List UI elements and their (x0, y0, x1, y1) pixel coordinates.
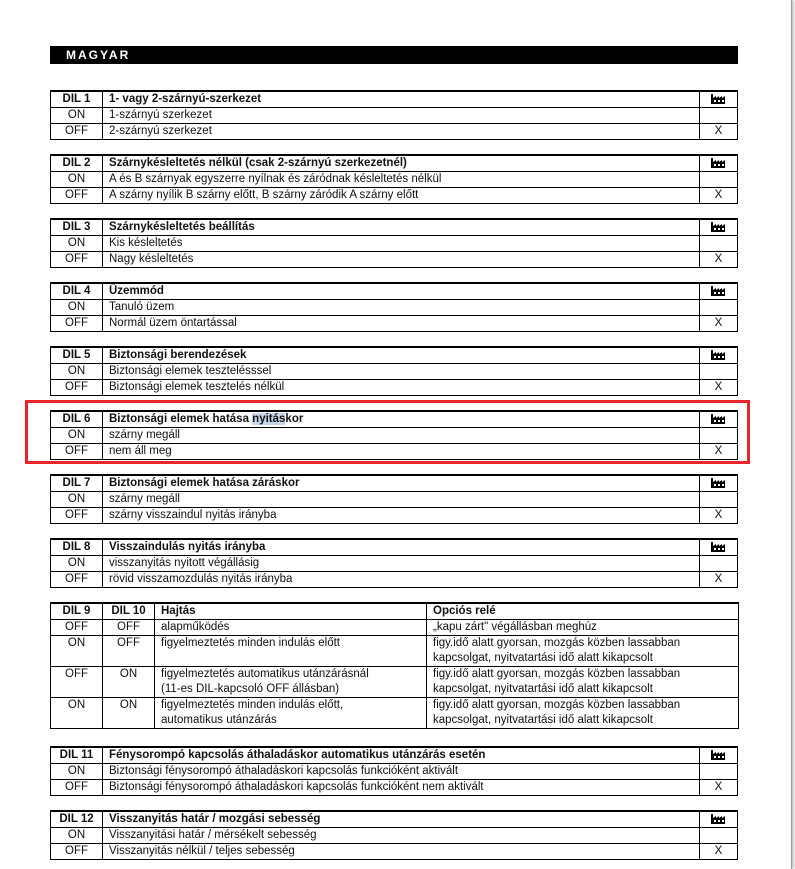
dil9-state: ON (51, 636, 103, 667)
dil-option-row (51, 172, 738, 188)
relay-line: kapcsolgat, nyitvatartási idő alatt kikapcsolt (433, 683, 653, 695)
dil-9-10-table (50, 602, 739, 729)
dil10-state: ON (103, 698, 155, 729)
drive-description (155, 620, 427, 636)
factory-default-mark: X (700, 380, 738, 396)
header-dil9: DIL 9 (51, 603, 103, 620)
dil-code: DIL 1 (51, 91, 103, 108)
factory-default-mark: X (700, 844, 738, 860)
dil-option-row (51, 492, 738, 508)
dil9-state: OFF (51, 667, 103, 698)
relay-line: kapcsolgat, nyitvatartási idő alatt kikapcsolt (433, 714, 653, 726)
factory-default-mark: X (700, 780, 738, 796)
dil-code: DIL 4 (51, 283, 103, 300)
factory-setting-icon (711, 221, 727, 232)
dil-option-row (51, 316, 738, 332)
drive-description (155, 636, 427, 667)
option-state: OFF (51, 572, 103, 588)
option-state: OFF (51, 780, 103, 796)
factory-setting-icon (711, 157, 727, 168)
factory-default-mark (700, 556, 738, 572)
factory-default-mark: X (700, 316, 738, 332)
option-description: Visszanyitási határ / mérsékelt sebesség (103, 828, 700, 844)
dil-title: 1- vagy 2-szárnyú-szerkezet (103, 91, 700, 108)
selected-text[interactable]: nyitás (252, 413, 286, 425)
option-description: Biztonsági fénysorompó áthaladáskori kapcsolás funkcióként aktivált (103, 764, 700, 780)
table-row (51, 667, 739, 698)
drive-line: figyelmeztetés automatikus utánzárásnál (161, 668, 369, 680)
header-dil10: DIL 10 (103, 603, 155, 620)
factory-setting-icon (711, 349, 727, 360)
dil-title: Visszanyitás határ / mozgási sebesség (103, 811, 700, 828)
dil-title: Visszaindulás nyitás irányba (103, 539, 700, 556)
option-description: rövid visszamozdulás nyitás irányba (103, 572, 700, 588)
dil-table-dil-2 (50, 154, 738, 204)
option-description: Nagy késleltetés (103, 252, 700, 268)
dil-option-row (51, 780, 738, 796)
option-state: OFF (51, 124, 103, 140)
factory-icon-cell (700, 347, 738, 364)
factory-default-mark (700, 364, 738, 380)
relay-description (427, 698, 739, 729)
dil-table-dil-12 (50, 810, 738, 860)
highlight-box (25, 400, 750, 464)
header-relay: Opciós relé (427, 603, 739, 620)
option-description: Normál üzem öntartással (103, 316, 700, 332)
option-state: ON (51, 764, 103, 780)
dil-header-row (51, 347, 738, 364)
dil-code: DIL 11 (51, 747, 103, 764)
option-state: ON (51, 556, 103, 572)
dil-header-row (51, 91, 738, 108)
factory-icon-cell (700, 155, 738, 172)
option-description: 1-szárnyú szerkezet (103, 108, 700, 124)
drive-description (155, 698, 427, 729)
dil9-state: ON (51, 698, 103, 729)
relay-line: kapcsolgat, nyitvatartási idő alatt kikapcsolt (433, 652, 653, 664)
factory-setting-icon (711, 477, 727, 488)
factory-icon-cell (700, 811, 738, 828)
language-header: MAGYAR (50, 46, 738, 64)
option-description: 2-szárnyú szerkezet (103, 124, 700, 140)
dil-table-dil-5 (50, 346, 738, 396)
option-description: szárny megáll (103, 428, 700, 444)
dil-table-dil-1 (50, 90, 738, 140)
option-state: OFF (51, 380, 103, 396)
dil-code: DIL 8 (51, 539, 103, 556)
factory-icon-cell (700, 91, 738, 108)
factory-default-mark (700, 828, 738, 844)
factory-default-mark (700, 300, 738, 316)
factory-setting-icon (711, 93, 727, 104)
dil-header-row (51, 539, 738, 556)
drive-line: figyelmeztetés minden indulás előtt, (161, 699, 344, 711)
option-description: Tanuló üzem (103, 300, 700, 316)
dil-title: Üzemmód (103, 283, 700, 300)
factory-default-mark: X (700, 444, 738, 460)
factory-setting-icon (711, 541, 727, 552)
table-header-row (51, 603, 739, 620)
dil-code: DIL 6 (51, 411, 103, 428)
dil-table-dil-3 (50, 218, 738, 268)
drive-line: alapműködés (161, 621, 230, 633)
factory-icon-cell (700, 747, 738, 764)
dil-option-row (51, 572, 738, 588)
option-description: Kis késleltetés (103, 236, 700, 252)
dil-option-row (51, 508, 738, 524)
factory-icon-cell (700, 219, 738, 236)
factory-default-mark: X (700, 572, 738, 588)
option-description: Biztonsági elemek tesztelés nélkül (103, 380, 700, 396)
table-row (51, 698, 739, 729)
option-state: ON (51, 236, 103, 252)
factory-icon-cell (700, 539, 738, 556)
dil-title-part: kor (285, 413, 304, 425)
dil-code: DIL 12 (51, 811, 103, 828)
option-state: ON (51, 300, 103, 316)
factory-icon-cell (700, 283, 738, 300)
dil-title: Szárnykésleltetés beállítás (103, 219, 700, 236)
dil-header-row (51, 475, 738, 492)
drive-line: automatikus utánzárás (161, 714, 277, 726)
factory-default-mark (700, 236, 738, 252)
dil-header-row (51, 747, 738, 764)
dil10-state: OFF (103, 620, 155, 636)
factory-setting-icon (711, 813, 727, 824)
relay-line: figy.idő alatt gyorsan, mozgás közben lassabban (433, 699, 681, 711)
option-state: ON (51, 108, 103, 124)
dil-table-dil-4 (50, 282, 738, 332)
relay-description (427, 620, 739, 636)
option-state: ON (51, 428, 103, 444)
dil-title: Fénysorompó kapcsolás áthaladáskor automatikus utánzárás esetén (103, 747, 700, 764)
dil-header-row (51, 219, 738, 236)
dil-option-row (51, 300, 738, 316)
option-state: OFF (51, 316, 103, 332)
dil-header-row (51, 811, 738, 828)
drive-line: figyelmeztetés minden indulás előtt (161, 637, 340, 649)
option-description: Visszanyitás nélkül / teljes sebesség (103, 844, 700, 860)
dil-title: Biztonsági elemek hatása záráskor (103, 475, 700, 492)
dil-option-row (51, 108, 738, 124)
header-drive: Hajtás (155, 603, 427, 620)
dil-option-row (51, 764, 738, 780)
factory-default-mark: X (700, 508, 738, 524)
dil-option-row (51, 236, 738, 252)
dil9-state: OFF (51, 620, 103, 636)
option-description: Biztonsági fénysorompó áthaladáskori kapcsolás funkcióként nem aktivált (103, 780, 700, 796)
drive-line: (11-es DIL-kapcsoló OFF állásban) (161, 683, 340, 695)
dil10-state: OFF (103, 636, 155, 667)
dil-title: Szárnykésleltetés nélkül (csak 2-szárnyú szerkezetnél) (103, 155, 700, 172)
dil-code: DIL 7 (51, 475, 103, 492)
relay-line: „kapu zárt" végállásban meghúz (433, 621, 597, 633)
dil-code: DIL 5 (51, 347, 103, 364)
option-state: OFF (51, 844, 103, 860)
option-description: visszanyitás nyitott végállásig (103, 556, 700, 572)
dil-title: Biztonsági berendezések (103, 347, 700, 364)
factory-setting-icon (711, 285, 727, 296)
dil10-state: ON (103, 667, 155, 698)
factory-default-mark: X (700, 252, 738, 268)
option-description: A és B szárnyak egyszerre nyílnak és záródnak késleltetés nélkül (103, 172, 700, 188)
table-row (51, 636, 739, 667)
relay-line: figy.idő alatt gyorsan, mozgás közben lassabban (433, 668, 681, 680)
factory-default-mark (700, 172, 738, 188)
option-state: ON (51, 492, 103, 508)
factory-default-mark: X (700, 188, 738, 204)
dil-option-row (51, 124, 738, 140)
option-description: A szárny nyílik B szárny előtt, B szárny záródik A szárny előtt (103, 188, 700, 204)
drive-description (155, 667, 427, 698)
option-state: ON (51, 828, 103, 844)
option-description: nem áll meg (103, 444, 700, 460)
relay-description (427, 667, 739, 698)
option-state: ON (51, 364, 103, 380)
table-row (51, 620, 739, 636)
factory-setting-icon (711, 749, 727, 760)
dil-header-row (51, 283, 738, 300)
factory-default-mark (700, 108, 738, 124)
dil-table-dil-8 (50, 538, 738, 588)
factory-icon-cell (700, 475, 738, 492)
dil-title-part: Biztonsági elemek hatása (109, 413, 253, 425)
factory-default-mark (700, 492, 738, 508)
dil-code: DIL 2 (51, 155, 103, 172)
dil-option-row (51, 828, 738, 844)
factory-default-mark: X (700, 124, 738, 140)
factory-default-mark (700, 764, 738, 780)
dil-option-row (51, 844, 738, 860)
option-state: OFF (51, 508, 103, 524)
option-description: szárny visszaindul nyitás irányba (103, 508, 700, 524)
dil-option-row (51, 556, 738, 572)
dil-table-dil-7 (50, 474, 738, 524)
option-state: OFF (51, 252, 103, 268)
dil-option-row (51, 252, 738, 268)
relay-line: figy.idő alatt gyorsan, mozgás közben lassabban (433, 637, 681, 649)
relay-description (427, 636, 739, 667)
option-state: OFF (51, 188, 103, 204)
dil-option-row (51, 188, 738, 204)
dil-option-row (51, 380, 738, 396)
option-state: OFF (51, 444, 103, 460)
dil-code: DIL 3 (51, 219, 103, 236)
option-description: szárny megáll (103, 492, 700, 508)
dil-table-dil-11 (50, 746, 738, 796)
option-state: ON (51, 172, 103, 188)
dil-option-row (51, 364, 738, 380)
option-description: Biztonsági elemek tesztelésssel (103, 364, 700, 380)
dil-header-row (51, 155, 738, 172)
